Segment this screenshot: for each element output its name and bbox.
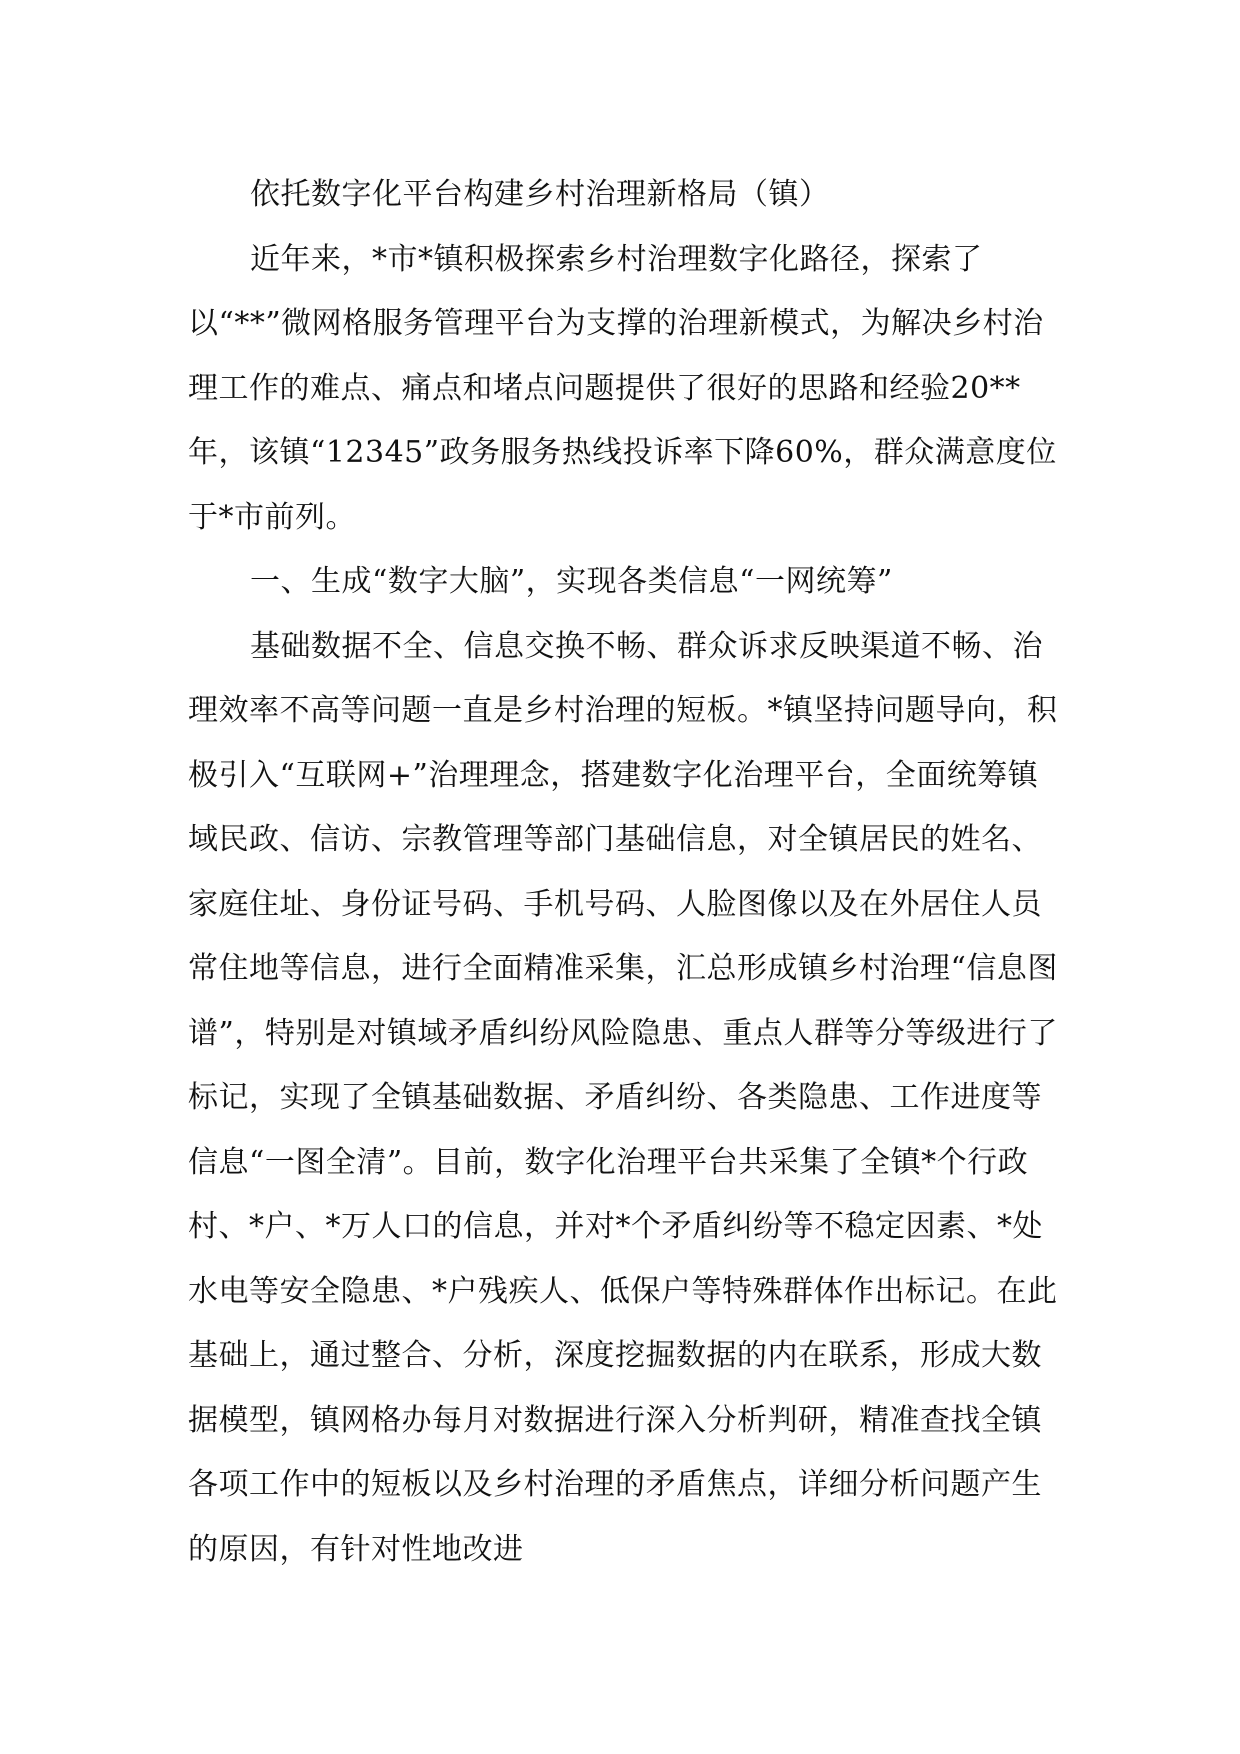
paragraph-section-1: 基础数据不全、信息交换不畅、群众诉求反映渠道不畅、治理效率不高等问题一直是乡村治理的短板。*镇坚持问题导向，积极引入“互联网+”治理理念，搭建数字化治理平台，全面统筹镇域民政、信访、宗教管理等部门基础信息，对全镇居民的姓名、家庭住址、身份证号码、手机号码、人脸图像以及在外居住人员常住地等信息，进行全面精准采集，汇总形成镇乡村治理“信息图谱”，特别是对镇域矛盾纠纷风险隐患、重点人群等分等级进行了标记，实现了全镇基础数据、矛盾纠纷、各类隐患、工作进度等信息“一图全清”。目前，数字化治理平台共采集了全镇*个行政村、*户、*万人口的信息，并对*个矛盾纠纷等不稳定因素、*处水电等安全隐患、*户残疾人、低保户等特殊群体作出标记。在此基础上，通过整合、分析，深度挖掘数据的内在联系，形成大数据模型，镇网格办每月对数据进行深入分析判研，精准查找全镇各项工作中的短板以及乡村治理的矛盾焦点，详细分析问题产生的原因，有针对性地改进 [188, 628, 1058, 1567]
document-title: 依托数字化平台构建乡村治理新格局（镇） [250, 177, 830, 212]
document-body [188, 163, 1068, 1582]
section-heading-1: 一、生成“数字大脑”，实现各类信息“一网统筹” [250, 564, 893, 599]
paragraph-intro: 近年来，*市*镇积极探索乡村治理数字化路径，探索了以“**”微网格服务管理平台为支撑的治理新模式，为解决乡村治理工作的难点、痛点和堵点问题提供了很好的思路和经验20**年，该镇“12345”政务服务热线投诉率下降60%，群众满意度位于*市前列。 [188, 241, 1057, 535]
